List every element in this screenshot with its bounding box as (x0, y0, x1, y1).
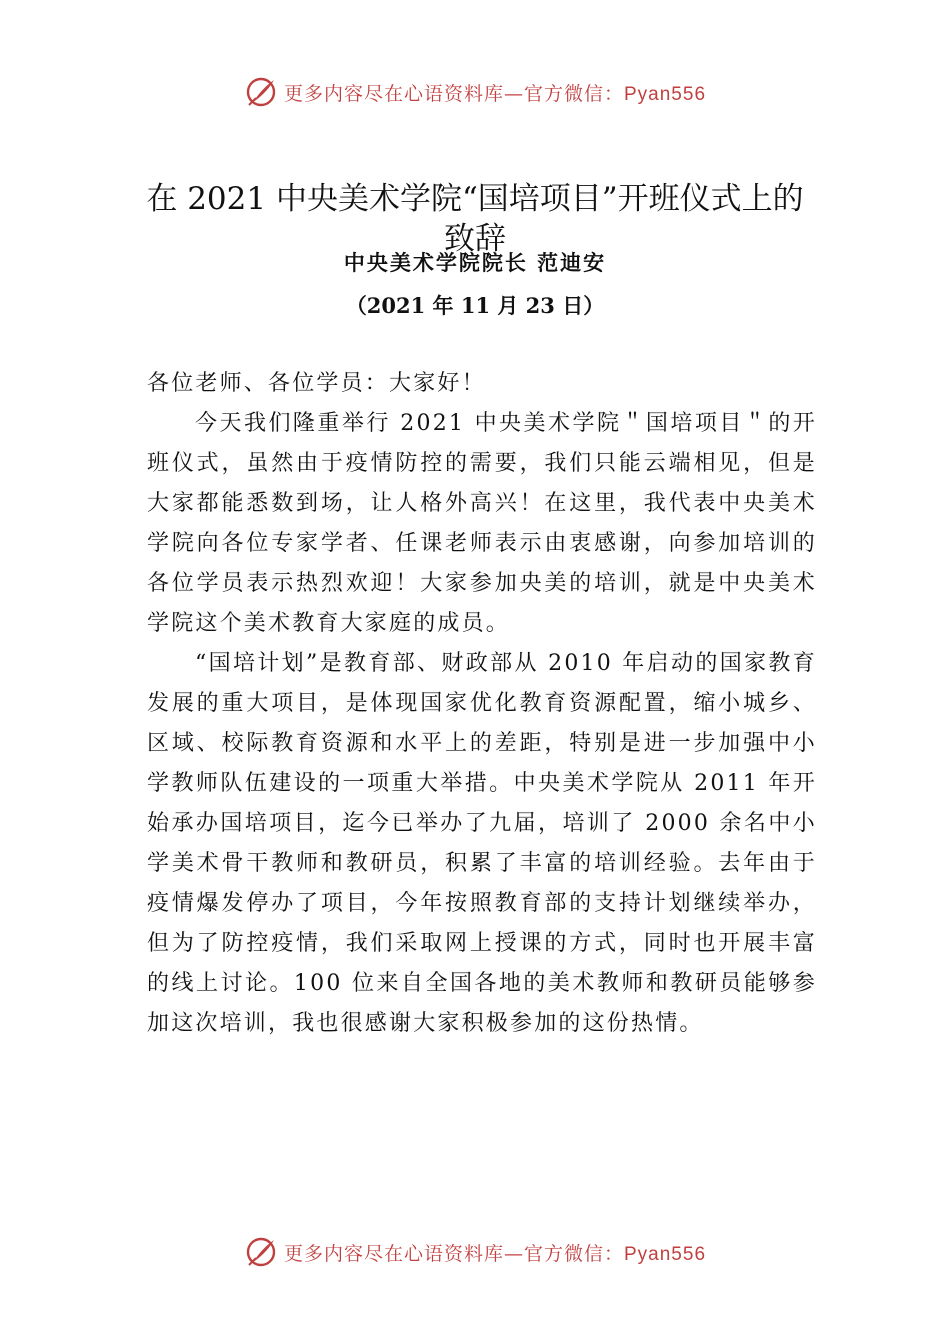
quill-circle-icon (244, 75, 278, 109)
quill-circle-icon (244, 1235, 278, 1269)
wechat-id: Pyan556 (624, 83, 707, 105)
document-title: 在 2021 中央美术学院“国培项目”开班仪式上的致辞 (146, 180, 804, 257)
paragraph-2: “国培计划”是教育部、财政部从 2010 年启动的国家教育发展的重大项目，是体现国家优化教育资源配置，缩小城乡、区域、校际教育资源和水平上的差距，特别是进一步加强中小学教师队伍建设的一项重大举措。中央美术学院从 2011 年开始承办国培项目，迄今已举办了九届，培训了 2000 余名中小学美术骨干教师和教研员，积累了丰富的培训经验。去年由于疫情爆发停办了项目，今年按照教育部的支持计划继续举办，但为了防控疫情，我们采取网上授课的方式，同时也开展丰富的线上讨论。100 位来自全国各地的美术教师和教研员能够参加这次培训，我也很感谢大家积极参加的这份热情。 (147, 651, 817, 1036)
speech-body (147, 364, 817, 1044)
header-banner (0, 72, 950, 112)
footer-banner (0, 1232, 950, 1272)
wechat-id: Pyan556 (624, 1243, 707, 1265)
salutation: 各位老师、各位学员：大家好！ (147, 371, 486, 396)
paragraph-1: 今天我们隆重举行 2021 中央美术学院＂国培项目＂的开班仪式，虽然由于疫情防控的需要，我们只能云端相见，但是大家都能悉数到场，让人格外高兴！在这里，我代表中央美术学院向各位专家学者、任课老师表示由衷感谢，向参加培训的各位学员表示热烈欢迎！大家参加央美的培训，就是中央美术学院这个美术教育大家庭的成员。 (147, 411, 817, 636)
banner-text: 更多内容尽在心语资料库—官方微信：Pyan556 (283, 82, 707, 105)
banner-text: 更多内容尽在心语资料库—官方微信：Pyan556 (283, 1242, 707, 1265)
date-line: （2021 年 11 月 23 日） (345, 293, 605, 318)
author-line: 中央美术学院院长 范迪安 (343, 250, 607, 275)
